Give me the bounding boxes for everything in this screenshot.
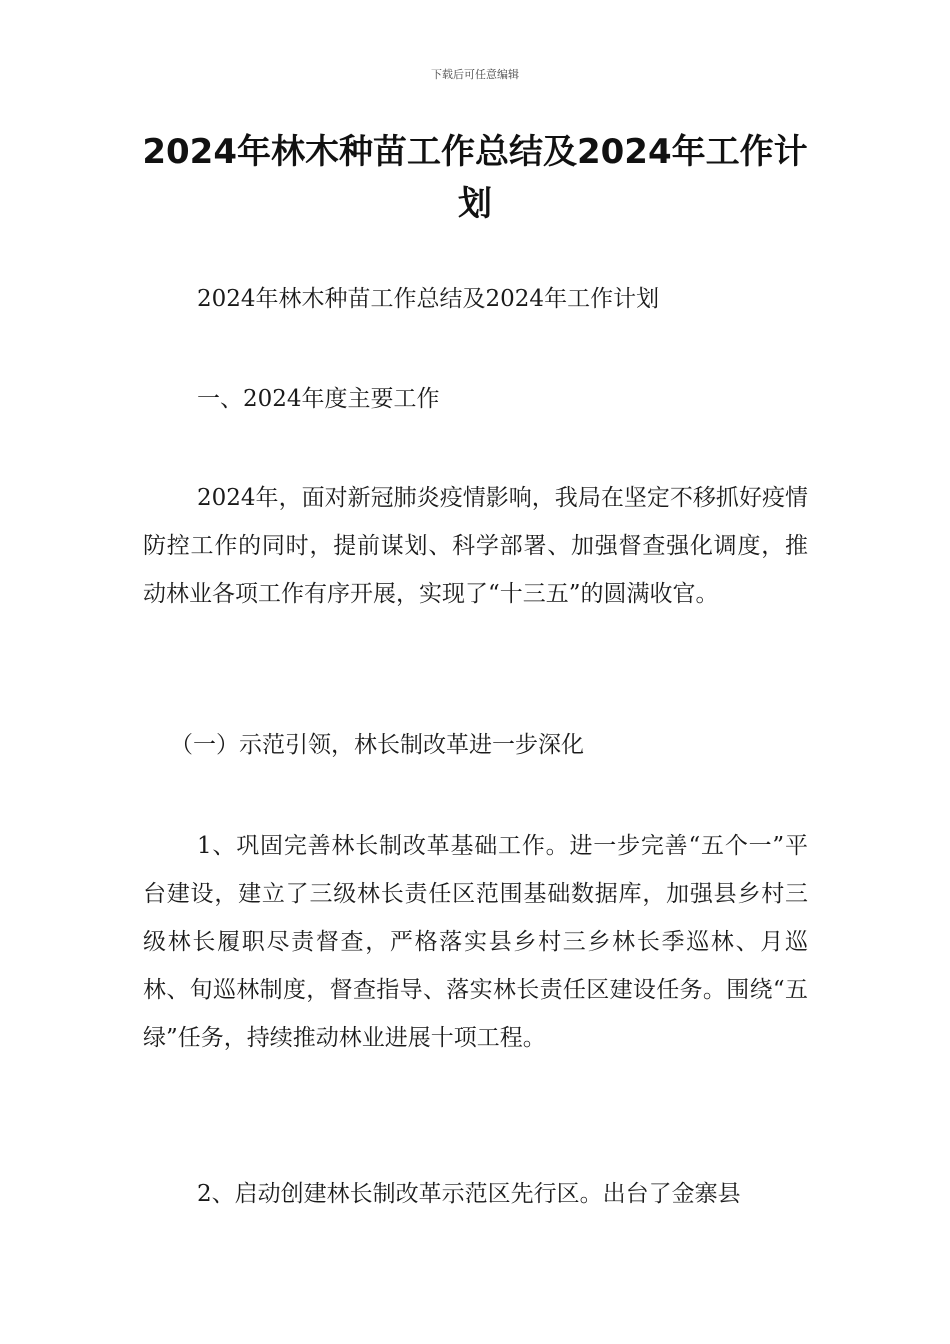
intro-paragraph: 2024年，面对新冠肺炎疫情影响，我局在坚定不移抓好疫情防控工作的同时，提前谋划、科学部署、加强督查强化调度，推动林业各项工作有序开展，实现了“十三五”的圆满收官。 [143, 485, 808, 607]
subsection-heading: （一）示范引领，林长制改革进一步深化 [170, 732, 584, 758]
subtitle-paragraph: 2024年林木种苗工作总结及2024年工作计划 [197, 286, 660, 312]
item-paragraph-1: 1、巩固完善林长制改革基础工作。进一步完善“五个一”平台建设，建立了三级林长责任区范围基础数据库，加强县乡村三级林长履职尽责督查，严格落实县乡村三乡林长季巡林、月巡林、旬巡林制度，督查指导、落实林长责任区建设任务。围绕“五绿”任务，持续推动林业进展十项工程。 [143, 833, 808, 1051]
document-title: 2024年林木种苗工作总结及2024年工作计划 [142, 132, 808, 224]
item-paragraph-2: 2、启动创建林长制改革示范区先行区。出台了金寨县 [197, 1181, 741, 1207]
header-note: 下载后可任意编辑 [431, 68, 519, 81]
section-heading: 一、2024年度主要工作 [197, 386, 440, 412]
